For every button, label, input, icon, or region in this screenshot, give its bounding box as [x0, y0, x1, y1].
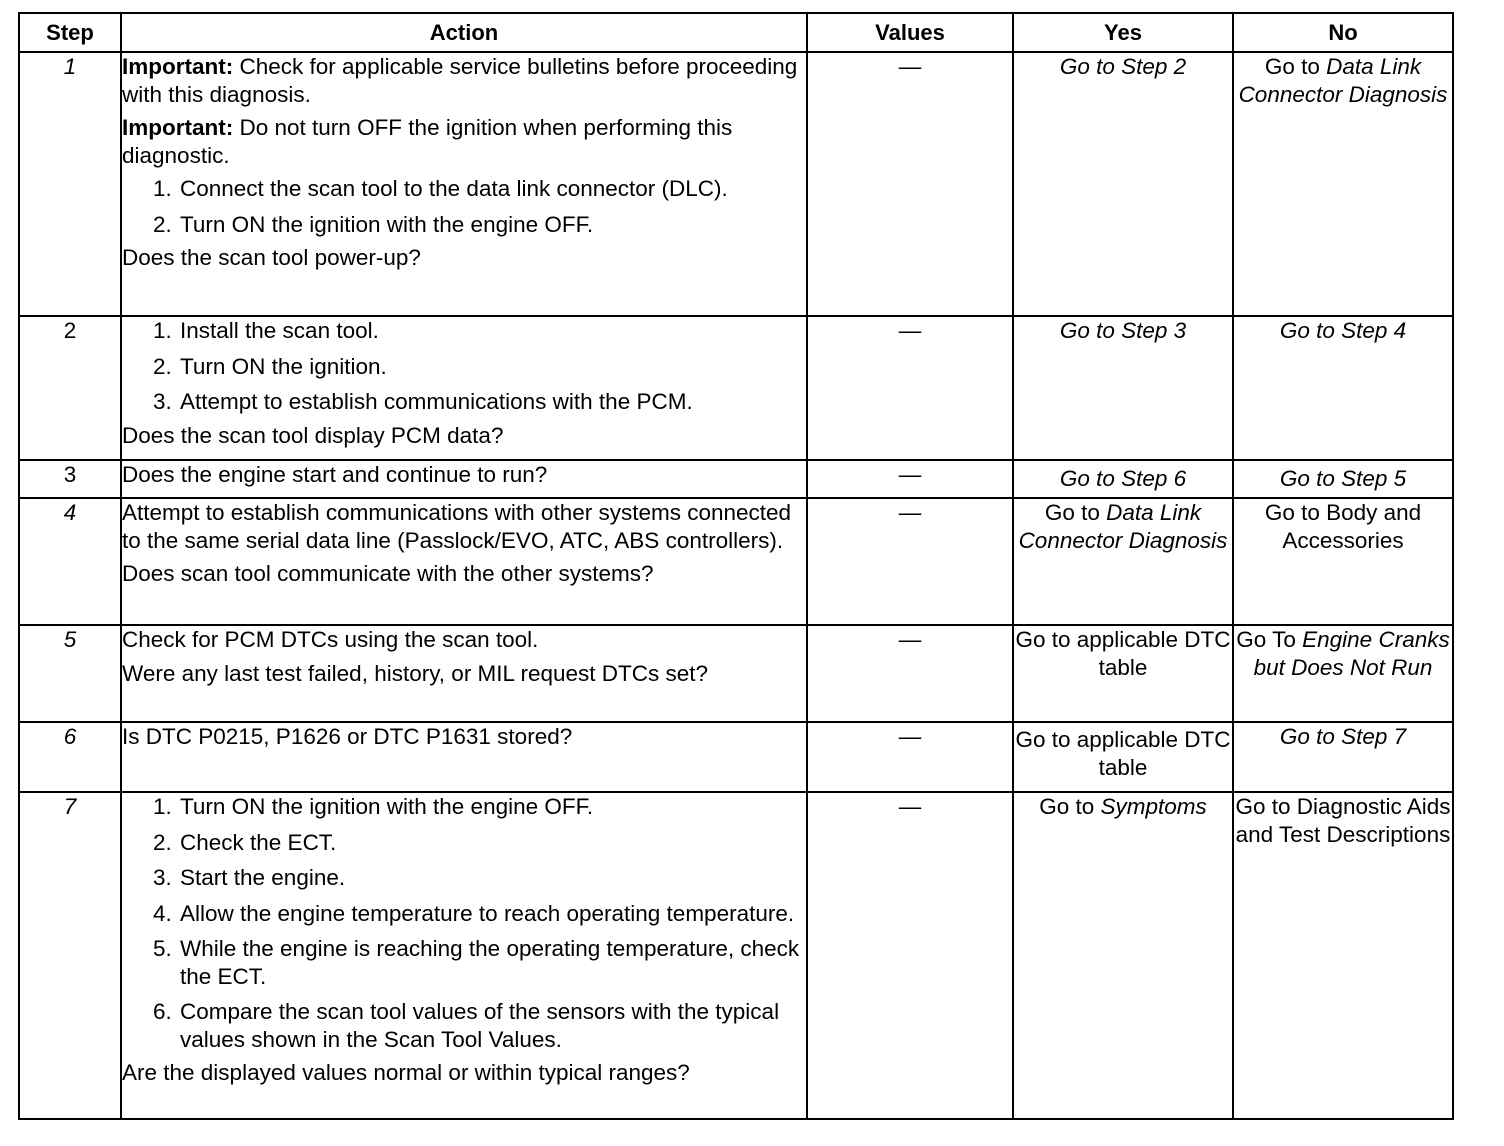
- yes-cell: Go to Step 2: [1013, 52, 1233, 316]
- header-step: Step: [19, 13, 121, 52]
- action-text: Attempt to establish communications with other systems connected to the same serial data line (Passlock/EVO, ATC, ABS controllers).: [122, 500, 792, 553]
- table-row: [19, 316, 1453, 460]
- question: Are the displayed values normal or within typical ranges?: [122, 1060, 690, 1085]
- action-cell: [121, 792, 807, 1119]
- yes-cell: Go to applicable DTC table: [1013, 722, 1233, 792]
- table-row: [19, 460, 1453, 498]
- no-cell: Go to Diagnostic Aids and Test Descriptions: [1233, 792, 1453, 1119]
- table-row: [19, 498, 1453, 625]
- action-cell: [121, 52, 807, 316]
- yes-cell: Go to Data Link Connector Diagnosis: [1013, 498, 1233, 625]
- step-number: 4: [19, 498, 121, 625]
- action-cell: [121, 498, 807, 625]
- action-cell: [121, 722, 807, 792]
- step-number: 6: [19, 722, 121, 792]
- question: Does the scan tool display PCM data?: [122, 422, 504, 448]
- yes-cell: Go to Symptoms: [1013, 792, 1233, 1119]
- action-cell: [121, 625, 807, 722]
- values-cell: —: [807, 625, 1013, 722]
- list-item: 2. Turn ON the ignition with the engine OFF.: [178, 211, 806, 239]
- values-cell: —: [807, 52, 1013, 316]
- question: Were any last test failed, history, or MIL request DTCs set?: [122, 660, 709, 686]
- no-cell: Go To Engine Cranks but Does Not Run: [1233, 625, 1453, 722]
- header-action: Action: [121, 13, 807, 52]
- header-no: No: [1233, 13, 1453, 52]
- action-steps: [122, 317, 806, 416]
- yes-cell: Go to Step 6: [1013, 460, 1233, 498]
- header-yes: Yes: [1013, 13, 1233, 52]
- step-number: 7: [19, 792, 121, 1119]
- step-number: 1: [19, 52, 121, 316]
- no-cell: Go to Step 7: [1233, 722, 1453, 792]
- question: Does the engine start and continue to run?: [122, 462, 548, 487]
- header-row: [19, 13, 1453, 52]
- important-note: Important: Check for applicable service bulletins before proceeding with this diagnosis.: [122, 54, 798, 107]
- values-cell: —: [807, 722, 1013, 792]
- values-cell: —: [807, 460, 1013, 498]
- list-item: 2. Check the ECT.: [178, 829, 806, 857]
- yes-cell: Go to Step 3: [1013, 316, 1233, 460]
- table-row: [19, 722, 1453, 792]
- question: Does scan tool communicate with the other systems?: [122, 561, 654, 586]
- diagnostic-table: [18, 12, 1454, 1120]
- question: Does the scan tool power-up?: [122, 245, 421, 270]
- action-steps: [122, 793, 806, 1053]
- list-item: 3. Attempt to establish communications with the PCM.: [178, 388, 806, 416]
- step-number: 3: [19, 460, 121, 498]
- list-item: 4. Allow the engine temperature to reach operating temperature.: [178, 900, 806, 928]
- yes-cell: Go to applicable DTC table: [1013, 625, 1233, 722]
- no-cell: Go to Data Link Connector Diagnosis: [1233, 52, 1453, 316]
- list-item: 1. Connect the scan tool to the data link connector (DLC).: [178, 175, 806, 203]
- action-steps: [122, 175, 806, 238]
- question: Is DTC P0215, P1626 or DTC P1631 stored?: [122, 724, 573, 749]
- values-cell: —: [807, 316, 1013, 460]
- table-row: [19, 52, 1453, 316]
- list-item: 2. Turn ON the ignition.: [178, 353, 806, 381]
- step-number: 5: [19, 625, 121, 722]
- action-cell: [121, 316, 807, 460]
- table-row: [19, 792, 1453, 1119]
- table-row: [19, 625, 1453, 722]
- list-item: 3. Start the engine.: [178, 864, 806, 892]
- list-item: 6. Compare the scan tool values of the sensors with the typical values shown in the Scan Tool Values.: [178, 998, 806, 1053]
- action-text: Check for PCM DTCs using the scan tool.: [122, 627, 539, 652]
- step-number: 2: [19, 316, 121, 460]
- values-cell: —: [807, 498, 1013, 625]
- no-cell: Go to Step 5: [1233, 460, 1453, 498]
- values-cell: —: [807, 792, 1013, 1119]
- no-cell: Go to Body and Accessories: [1233, 498, 1453, 625]
- important-note: Important: Do not turn OFF the ignition when performing this diagnostic.: [122, 115, 733, 168]
- list-item: 1. Turn ON the ignition with the engine OFF.: [178, 793, 806, 821]
- action-cell: [121, 460, 807, 498]
- list-item: 5. While the engine is reaching the operating temperature, check the ECT.: [178, 935, 806, 990]
- list-item: 1. Install the scan tool.: [178, 317, 806, 345]
- header-values: Values: [807, 13, 1013, 52]
- no-cell: Go to Step 4: [1233, 316, 1453, 460]
